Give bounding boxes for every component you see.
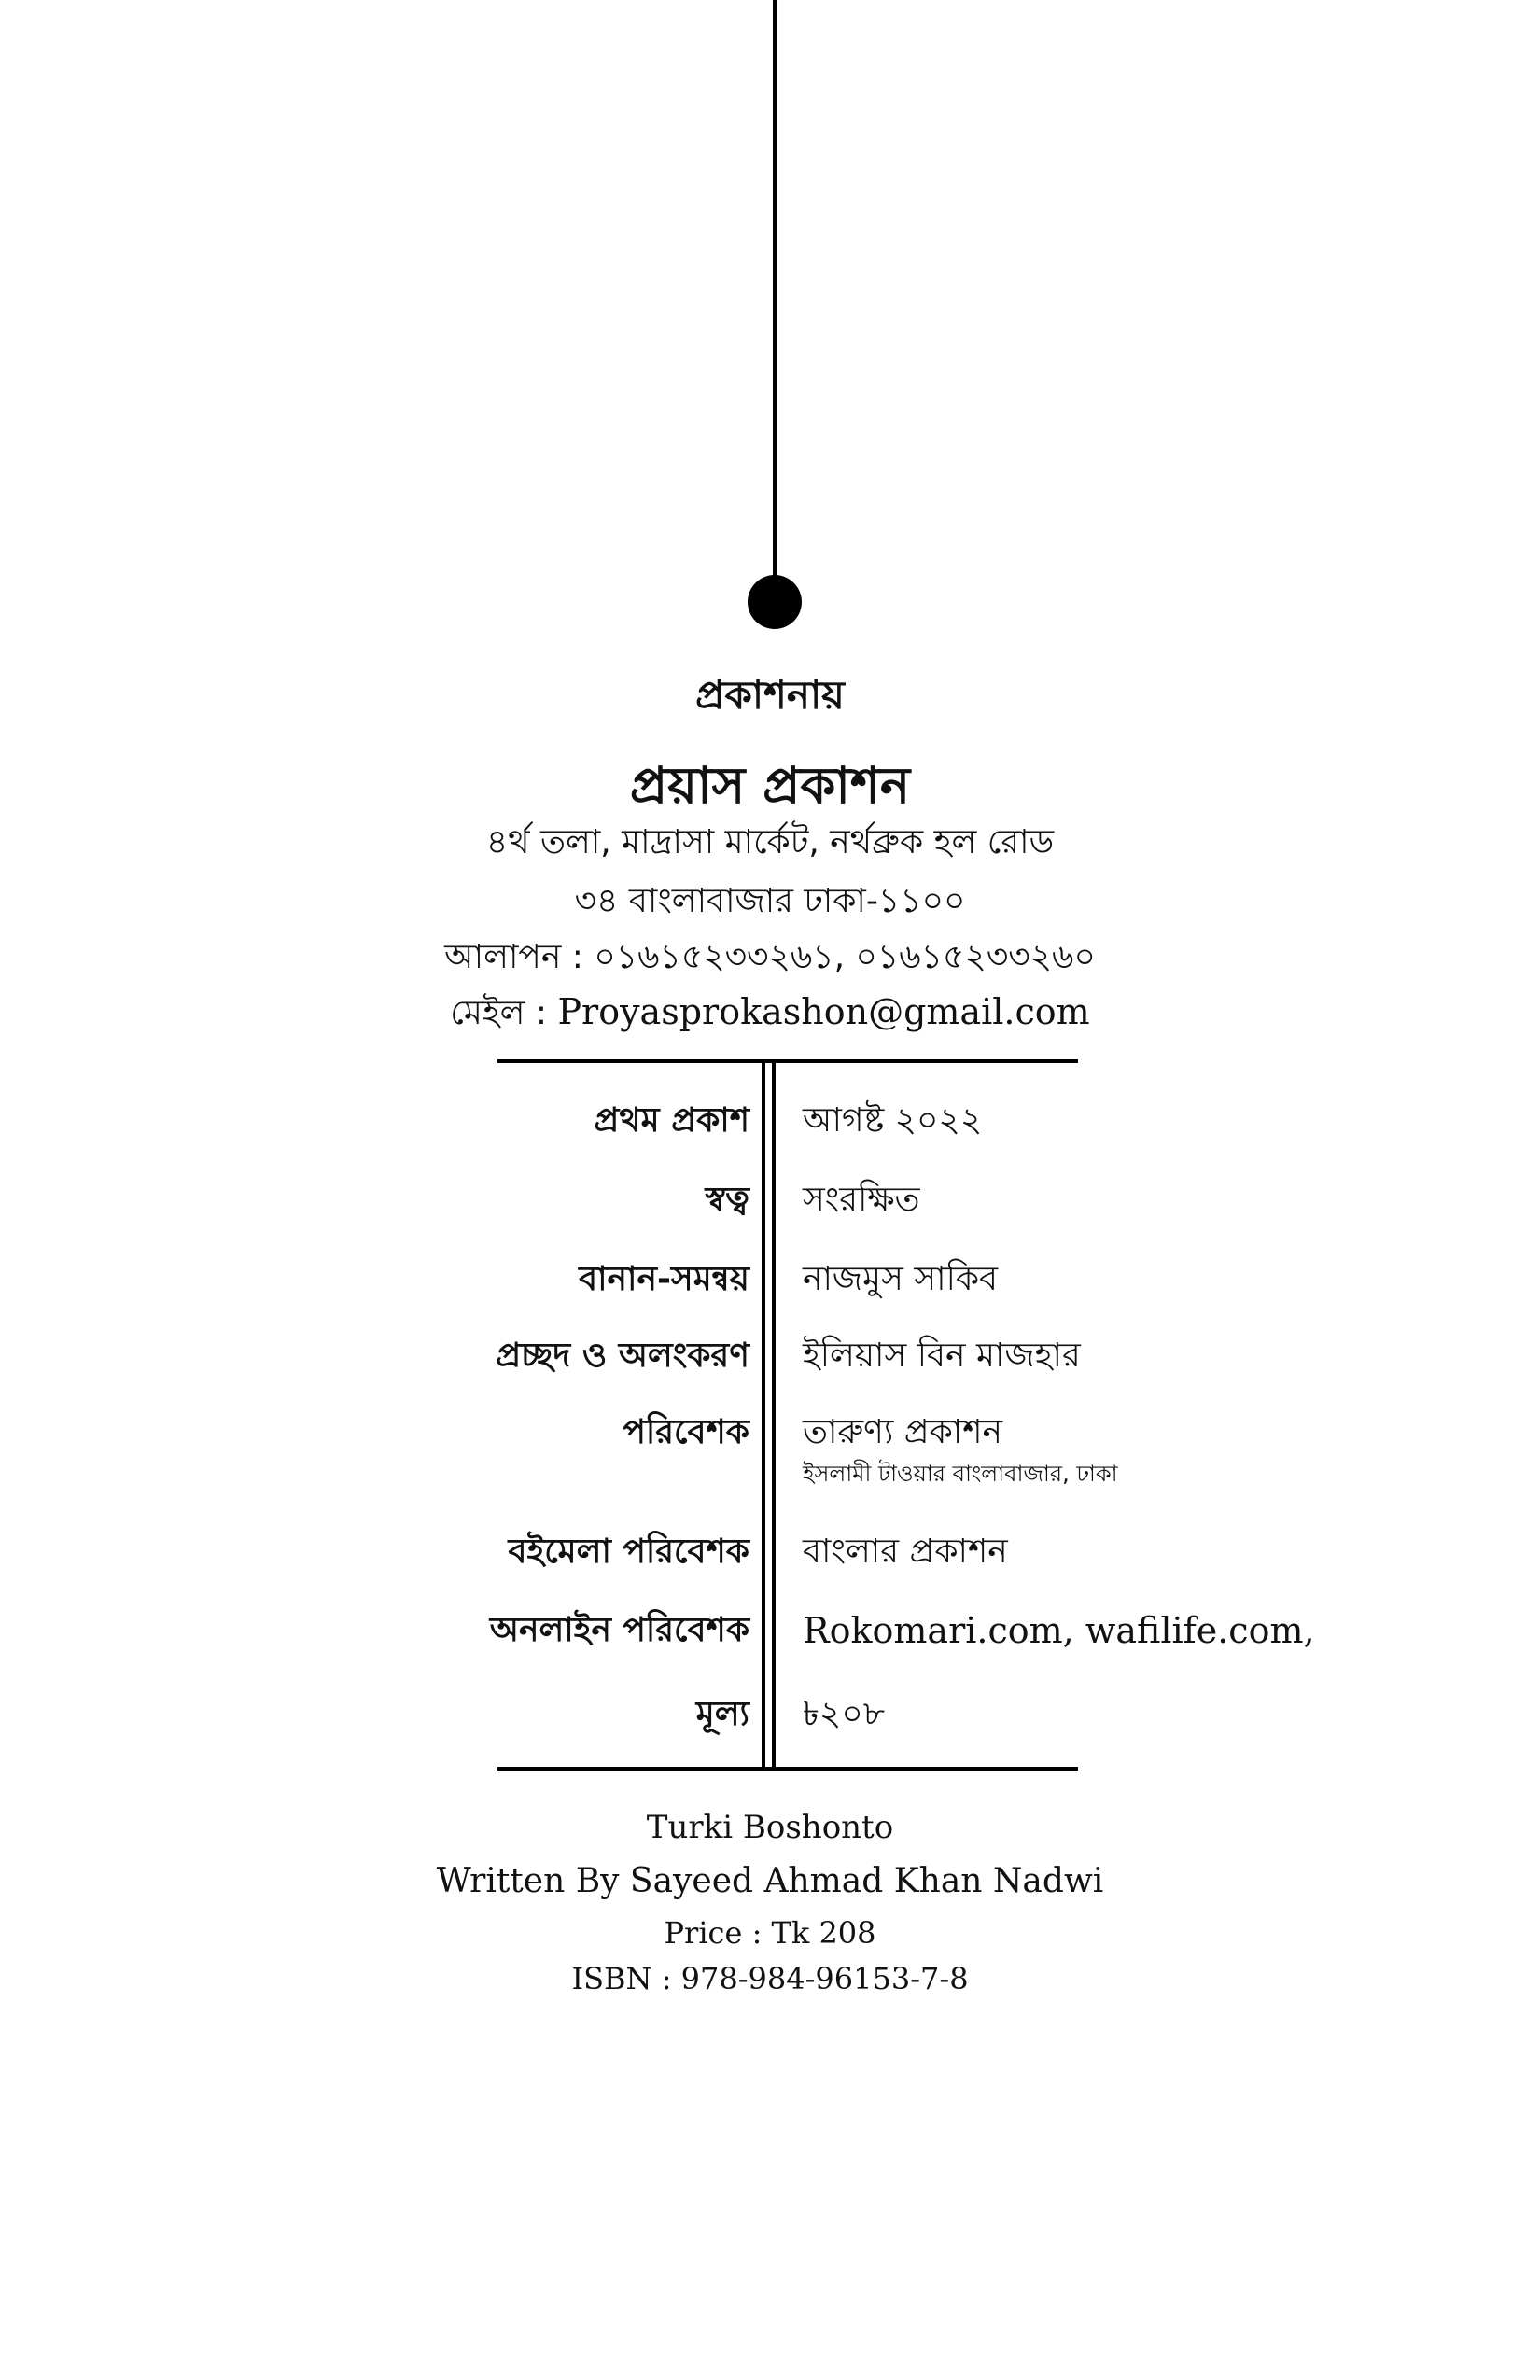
credit-label-distributor: পরিবেশক (623, 1413, 749, 1451)
address-line-1: ৪র্থ তলা, মাদ্রাসা মার্কেট, নর্থব্রুক হল রোড (485, 823, 1055, 861)
isbn-line: ISBN : 978-984-96153-7-8 (571, 1961, 969, 1996)
credit-label-spelling-coordination: বানান-সমন্বয় (579, 1260, 749, 1298)
credit-value-price: ৳২০৮ (803, 1695, 886, 1733)
credit-subvalue-distributor: ইসলামী টাওয়ার বাংলাবাজার, ঢাকা (803, 1461, 1118, 1487)
mail-value: Proyasprokashon@gmail.com (557, 991, 1090, 1032)
credit-value-cover-design: ইলিয়াস বিন মাজহার (803, 1337, 1081, 1375)
credit-value-distributor: তারুণ্য প্রকাশন (803, 1413, 1003, 1451)
credit-label-book-fair-distributor: বইমেলা পরিবেশক (508, 1533, 749, 1571)
credit-value-book-fair-distributor: বাংলার প্রকাশন (803, 1533, 1008, 1571)
mail-line (0, 987, 1540, 1043)
credit-label-first-publication: প্রথম প্রকাশ (594, 1101, 749, 1140)
credit-value-online-distributor: Rokomari.com, wafilife.com, (803, 1610, 1315, 1651)
credits-bottom-rule (497, 1767, 1078, 1771)
mail-label: মেইল : (450, 994, 548, 1032)
credit-value-copyright: সংরক্ষিত (803, 1181, 920, 1219)
line-endpoint-dot (748, 575, 802, 629)
phone-line: আলাপন : ০১৬১৫২৩৩২৬১, ০১৬১৫২৩৩২৬০ (444, 938, 1096, 976)
credit-label-cover-design: প্রচ্ছদ ও অলংকরণ (496, 1337, 749, 1375)
credit-value-first-publication: আগষ্ট ২০২২ (803, 1101, 983, 1140)
publisher-name: প্রয়াস প্রকাশন (629, 756, 911, 815)
english-title: Turki Boshonto (646, 1809, 894, 1846)
credit-label-copyright: স্বত্ব (705, 1181, 749, 1219)
publisher-label: প্রকাশনায় (695, 672, 845, 718)
address-line-2: ৩৪ বাংলাবাজার ঢাকা-১১০০ (574, 882, 966, 920)
english-author-line: Written By Sayeed Ahmad Khan Nadwi (436, 1862, 1104, 1900)
top-vertical-line (773, 0, 777, 597)
credits-block (489, 1059, 1315, 1769)
credits-top-rule (497, 1059, 1078, 1063)
credits-divider-left (762, 1059, 765, 1771)
english-price-line: Price : Tk 208 (664, 1915, 876, 1951)
credits-divider-right (772, 1059, 776, 1771)
credit-label-online-distributor: অনলাইন পরিবেশক (489, 1611, 749, 1649)
credit-label-price: মূল্য (695, 1695, 749, 1733)
credit-value-spelling-coordination: নাজমুস সাকিব (803, 1260, 999, 1298)
